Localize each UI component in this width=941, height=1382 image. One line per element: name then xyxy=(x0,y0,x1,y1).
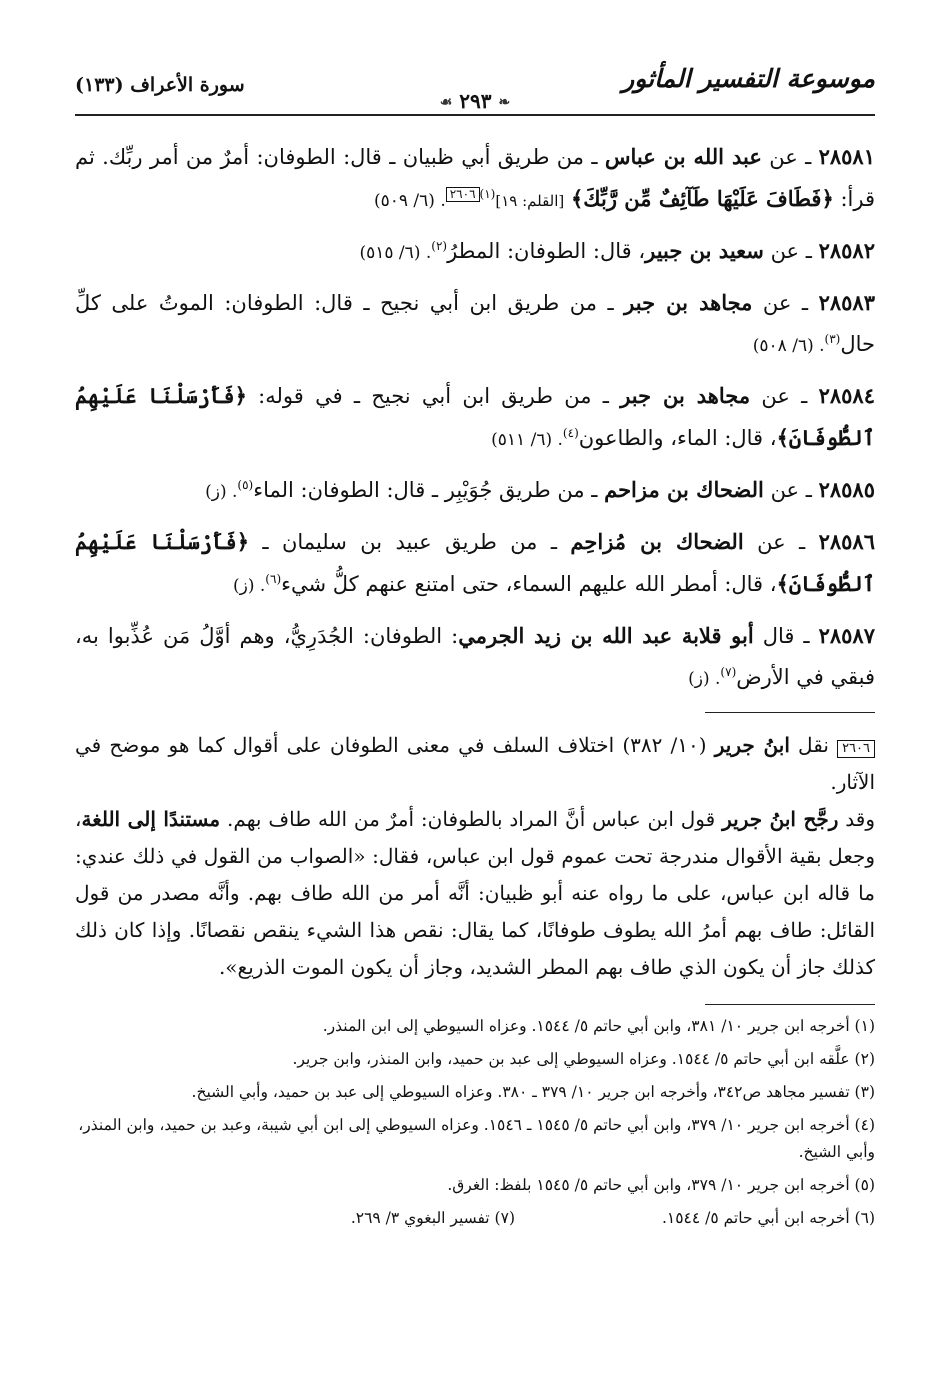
emphasis-text: مستندًا إلى اللغة xyxy=(81,807,221,831)
narration-number: ٢٨٥٨٤ xyxy=(818,383,875,408)
narration-text: ـ عن xyxy=(752,291,819,315)
commentary-text: وقد xyxy=(838,807,876,831)
footnote-marker: (٧) xyxy=(720,665,737,679)
source-reference: . (٦/ ٥٠٨) xyxy=(752,336,825,356)
narration-entry xyxy=(75,375,875,461)
footnote-row xyxy=(75,1205,875,1238)
commentary-text: (١٠/ ٣٨٢) اختلاف السلف في معنى الطوفان على أقوال كما هو موضح في الآثار. xyxy=(75,733,875,794)
footnote-marker: (٢) xyxy=(431,239,448,253)
commentary-paragraph xyxy=(75,727,875,801)
surah-title: سورة الأعراف (١٣٣) xyxy=(75,74,245,96)
footnote-marker: (٦) xyxy=(265,572,282,586)
narration-entry xyxy=(75,136,875,222)
narration-number: ٢٨٥٨٣ xyxy=(818,290,875,315)
narration-entry xyxy=(75,282,875,367)
narration-text: ، قال: الطوفان: المطرُ xyxy=(447,239,646,263)
commentary-text: ، وجعل بقية الأقوال مندرجة تحت عموم قول ابن عباس، فقال: «الصواب من القول في ذلك عندي: ما قاله ابن عباس، على ما رواه عنه أبو ظبيان: أنَّه أمر من الله طاف بهم. وأنَّه مصدر من قول القائل: طاف بهم أمرُ الله يطوف طوفانًا، كما يقال: نقص هذا الشيء ينقص نقصانًا. وإذا كان ذلك كذلك جاز أن يكون الذي طاف بهم المطر الشديد، وجاز أن يكون الموت الذريع». xyxy=(75,807,875,979)
narration-entry xyxy=(75,230,875,274)
narrator-name: أبو قلابة عبد الله بن زيد الجرمي xyxy=(458,623,754,648)
narration-entry xyxy=(75,521,875,607)
emphasis-text: رجَّح ابنُ جرير xyxy=(722,807,839,831)
narration-text: ـ من طريق عبيد بن سليمان ـ xyxy=(249,530,571,554)
narration-text: ـ قال xyxy=(753,624,819,648)
footnote: (٢) علَّقه ابن أبي حاتم ٥/ ١٥٤٤. وعزاه السيوطي إلى عبد بن حميد، وابن المنذر، وابن جرير. xyxy=(292,1050,875,1068)
source-reference: . (ز) xyxy=(233,576,266,596)
narrator-name: مجاهد بن جبر xyxy=(620,383,751,408)
commentary-box-number: ٢٦٠٦ xyxy=(837,740,875,758)
quran-verse: ﴿فَأَرْسَلْنَا عَلَيْهِمُ ٱلطُّوفَانَ﴾ xyxy=(75,529,875,596)
footnote-divider xyxy=(705,1004,875,1005)
commentary-text: نقل xyxy=(789,733,838,757)
narration-text: ، قال: أمطر الله عليهم السماء، حتى امتنع عنهم كلُّ شيء xyxy=(281,572,777,596)
ornament-right-icon: ☙ xyxy=(439,94,453,111)
ornament-left-icon: ❧ xyxy=(498,94,511,111)
commentary-box-number: ٢٦٠٦ xyxy=(446,187,480,202)
commentary-text: قول ابن عباس أنَّ المراد بالطوفان: أمرٌ من الله طاف بهم. xyxy=(220,807,723,831)
narration-text: ـ من طريق ابن أبي نجيح ـ في قوله: xyxy=(246,384,621,408)
footnote-marker: (١) xyxy=(479,187,496,201)
page-number: ٢٩٣ xyxy=(459,89,492,113)
narrator-name: عبد الله بن عباس xyxy=(604,144,762,169)
narrator-name: الضحاك بن مزاحم xyxy=(604,477,764,502)
narration-text: ـ عن xyxy=(743,530,819,554)
narrator-name: الضحاك بن مُزاحِم xyxy=(570,529,744,554)
narration-number: ٢٨٥٨٢ xyxy=(818,238,875,263)
narrator-name: سعيد بن جبير xyxy=(645,238,764,263)
quran-verse: ﴿فَأَرْسَلْنَا عَلَيْهِمُ ٱلطُّوفَانَ﴾ xyxy=(75,383,875,450)
narration-text: ـ من طريق ابن أبي نجيح ـ قال: الطوفان: الموتُ على كلِّ حال xyxy=(75,291,875,356)
footnote: (٦) أخرجه ابن أبي حاتم ٥/ ١٥٤٤. xyxy=(661,1209,875,1227)
commentary-section xyxy=(75,727,875,986)
narration-text: : الطوفان: الجُدَرِيُّ، وهم أوَّلُ مَن عُذِّبوا به، فبقي في الأرض xyxy=(75,624,875,689)
source-reference: . (٦/ ٥١٥) xyxy=(359,243,432,263)
narration-number: ٢٨٥٨١ xyxy=(818,144,875,169)
commentary-paragraph xyxy=(75,801,875,986)
source-reference: . (٦/ ٥١١) xyxy=(491,430,563,450)
footnote-marker: (٥) xyxy=(237,478,254,492)
section-divider xyxy=(705,712,875,713)
narration-text: ـ عن xyxy=(763,239,819,263)
narration-text: ـ عن xyxy=(761,145,819,169)
source-reference: . (٦/ ٥٠٩) xyxy=(373,191,446,211)
footnote: (١) أخرجه ابن جرير ١٠/ ٣٨١، وابن أبي حاتم ٥/ ١٥٤٤. وعزاه السيوطي إلى ابن المنذر. xyxy=(322,1017,875,1035)
quran-verse: ﴿فَطَافَ عَلَيْهَا طَآئِفٌ مِّن رَّبِّكَ﴾ xyxy=(570,186,834,211)
narration-number: ٢٨٥٨٥ xyxy=(818,477,875,502)
narration-entry xyxy=(75,469,875,513)
narration-number: ٢٨٥٨٧ xyxy=(818,623,875,648)
scholar-name: ابنُ جرير xyxy=(714,733,790,757)
footnotes xyxy=(75,1013,875,1238)
page-number-block xyxy=(436,89,514,113)
verse-reference: [القلم: ١٩] xyxy=(495,192,565,210)
page xyxy=(75,62,875,1238)
footnote: (٥) أخرجه ابن جرير ١٠/ ٣٧٩، وابن أبي حاتم ٥/ ١٥٤٥ بلفظ: الغرق. xyxy=(447,1176,875,1194)
footnote-marker: (٤) xyxy=(562,426,579,440)
narration-text: ـ عن xyxy=(763,478,819,502)
running-header xyxy=(75,62,875,116)
narration-text: ، قال: الماء، والطاعون xyxy=(578,426,777,450)
narration-entry xyxy=(75,615,875,700)
narrator-name: مجاهد بن جبر xyxy=(624,290,753,315)
footnote: (٣) تفسير مجاهد ص٣٤٢، وأخرجه ابن جرير ١٠/ ٣٧٩ ـ ٣٨٠. وعزاه السيوطي إلى عبد بن حميد، وأبي الشيخ. xyxy=(191,1083,875,1101)
narration-text: ـ عن xyxy=(750,384,819,408)
source-reference: . (ز) xyxy=(688,669,721,689)
narration-number: ٢٨٥٨٦ xyxy=(818,529,875,554)
source-reference: . (ز) xyxy=(205,482,238,502)
book-title: موسوعة التفسير المأثور xyxy=(622,64,875,93)
narration-text: ـ من طريق جُوَيْبِر ـ قال: الطوفان: الماء xyxy=(253,478,605,502)
footnote: (٧) تفسير البغوي ٣/ ٢٦٩. xyxy=(350,1209,515,1227)
narrations xyxy=(75,136,875,700)
narration-text: ـ من طريق أبي ظبيان ـ قال: الطوفان: أمرٌ من أمر ربِّك. ثم قرأ: xyxy=(75,145,875,211)
footnote-marker: (٣) xyxy=(824,332,841,346)
footnote: (٤) أخرجه ابن جرير ١٠/ ٣٧٩، وابن أبي حاتم ٥/ ١٥٤٥ ـ ١٥٤٦. وعزاه السيوطي إلى ابن أبي شيبة، وعبد بن حميد، وابن المنذر، وأبي الشيخ. xyxy=(78,1116,875,1161)
